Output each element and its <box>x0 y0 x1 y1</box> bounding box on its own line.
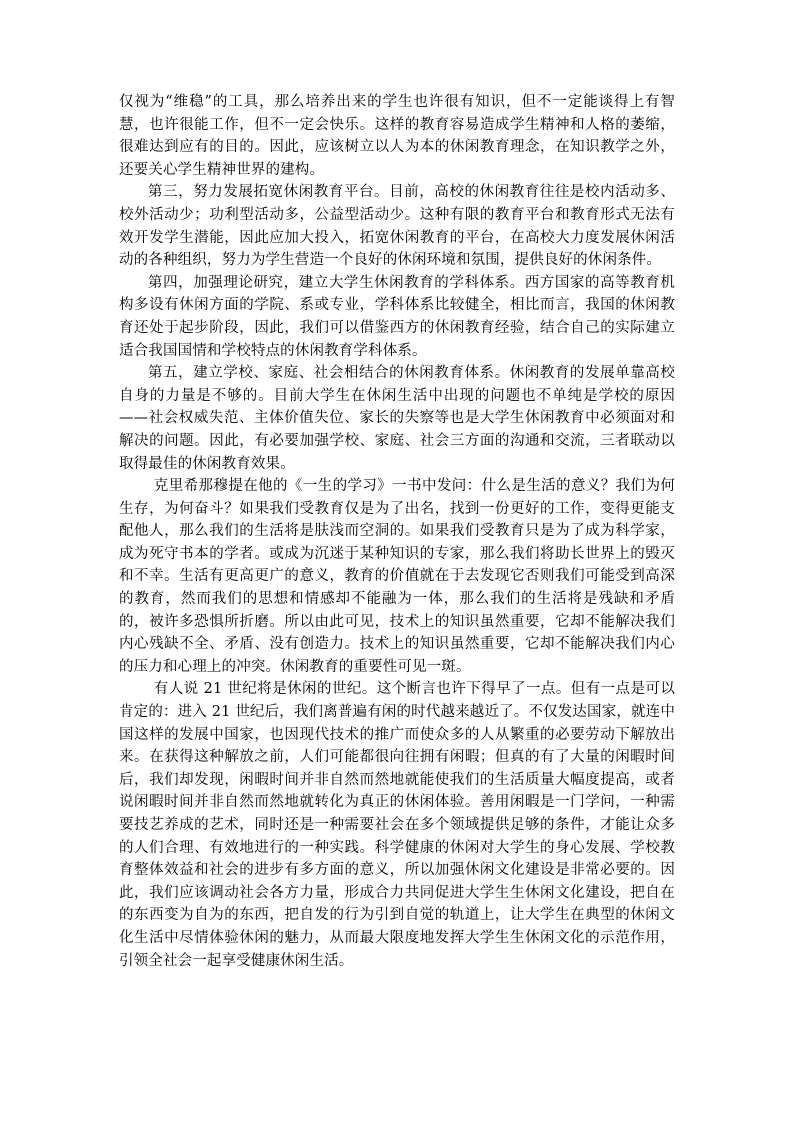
paragraph-krishnamurti: 克里希那穆提在他的《一生的学习》一书中发问：什么是生活的意义？我们为何生存，为何奋斗？如果我们受教育仅是为了出名，找到一份更好的工作，变得更能支配他人，那么我们的生活将是肤浅而空洞的。如果我们受教育只是为了成为科学家，成为死守书本的学者。或成为沉迷于某种知识的专家，那么我们将助长世界上的毁灭和不幸。生活有更高更广的意义，教育的价值就在于去发现它否则我们可能受到高深的教育，然而我们的思想和情感却不能融为一体，那么我们的生活将是残缺和矛盾的，被许多恐惧所折磨。所以由此可见，技术上的知识虽然重要，它却不能解决我们内心残缺不全、矛盾、没有创造力。技术上的知识虽然重要，它却不能解决我们内心的压力和心理上的冲突。休闲教育的重要性可见一斑。 <box>119 478 675 675</box>
paragraph-continuation: 仅视为“维稳”的工具，那么培养出来的学生也许很有知识，但不一定能谈得上有智慧，也许很能工作，但不一定会快乐。这样的教育容易造成学生精神和人格的萎缩，很难达到应有的目的。因此，应该树立以人为本的休闲教育理念，在知识教学之外，还要关心学生精神世界的建构。 <box>119 94 675 178</box>
paragraph-point-five: 第五，建立学校、家庭、社会相结合的休闲教育体系。休闲教育的发展单靠高校自身的力量是不够的。目前大学生在休闲生活中出现的问题也不单纯是学校的原因——社会权威失范、主体价值失位、家长的失察等也是大学生休闲教育中必须面对和解决的问题。因此，有必要加强学校、家庭、社会三方面的沟通和交流，三者联动以取得最佳的休闲教育效果。 <box>119 365 675 472</box>
paragraph-point-four: 第四，加强理论研究，建立大学生休闲教育的学科体系。西方国家的高等教育机构多设有休闲方面的学院、系或专业，学科体系比较健全，相比而言，我国的休闲教育还处于起步阶段，因此，我们可以借鉴西方的休闲教育经验，结合自己的实际建立适合我国国情和学校特点的休闲教育学科体系。 <box>119 274 675 359</box>
paragraph-point-three: 第三，努力发展拓宽休闲教育平台。目前，高校的休闲教育往往是校内活动多、校外活动少；功利型活动多，公益型活动少。这种有限的教育平台和教育形式无法有效开发学生潜能，因此应加大投入，拓宽休闲教育的平台，在高校大力度发展休闲活动的各种组织，努力为学生营造一个良好的休闲环境和氛围，提供良好的休闲条件。 <box>119 184 675 269</box>
document-body <box>119 91 675 972</box>
paragraph-leisure-century: 有人说 21 世纪将是休闲的世纪。这个断言也许下得早了一点。但有一点是可以肯定的：进入 21 世纪后，我们离普遍有闲的时代越来越近了。不仅发达国家，就连中国这样的发展中国家，也因现代技术的推广而使众多的人从繁重的必要劳动下解放出来。在获得这种解放之前，人们可能都很向往拥有闲暇；但真的有了大量的闲暇时间后，我们却发现，闲暇时间并非自然而然地就能使我们的生活质量大幅度提高，或者说闲暇时间并非自然而然地就转化为真正的休闲体验。善用闲暇是一门学问，一种需要技艺养成的艺术，同时还是一种需要社会在多个领域提供足够的条件，才能让众多的人们合理、有效地进行的一种实践。科学健康的休闲对大学生的身心发展、学校教育整体效益和社会的进步有多方面的意义，所以加强休闲文化建设是非常必要的。因此，我们应该调动社会各方力量，形成合力共同促进大学生生休闲文化建设，把自在的东西变为自为的东西，把自发的行为引到自觉的轨道上，让大学生在典型的休闲文化生活中尽情体验休闲的魅力，从而最大限度地发挥大学生生休闲文化的示范作用，引领全社会一起享受健康休闲生活。 <box>119 681 675 969</box>
